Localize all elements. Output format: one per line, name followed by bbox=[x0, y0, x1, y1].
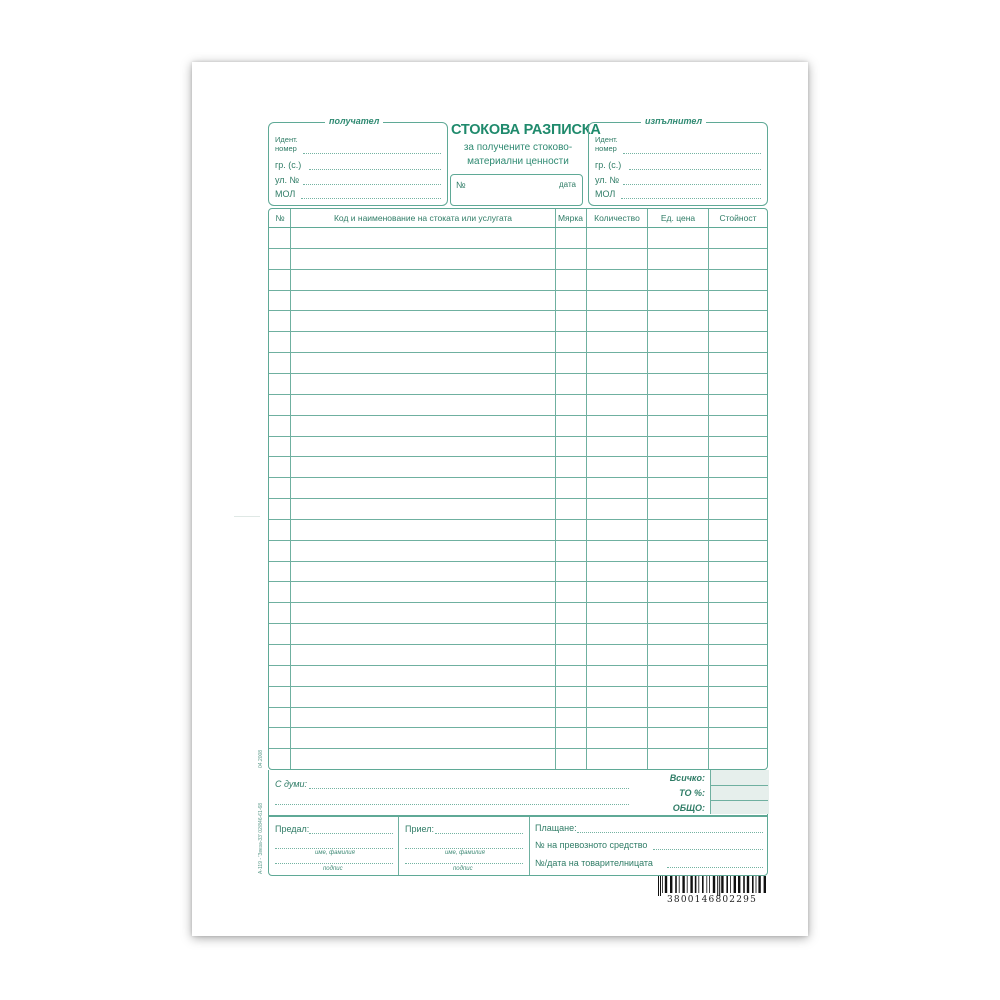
table-row-divider bbox=[269, 352, 767, 353]
table-row-divider bbox=[269, 665, 767, 666]
payment-label: Плащане: bbox=[535, 823, 577, 833]
col-header-number: № bbox=[275, 213, 285, 223]
document-subtitle-1: за получените стоково- bbox=[463, 142, 573, 153]
performer-id-label: Идент. bbox=[595, 135, 618, 144]
recipient-street-label: ул. № bbox=[275, 175, 300, 185]
date-label: дата bbox=[559, 180, 576, 189]
barcode-bar bbox=[695, 876, 697, 893]
col-header-quantity: Количество bbox=[594, 213, 640, 223]
barcode-bar bbox=[738, 876, 740, 893]
waybill-label: №/дата на товарителницата bbox=[535, 858, 653, 868]
performer-city-label: гр. (с.) bbox=[595, 160, 622, 170]
table-row-divider bbox=[269, 748, 767, 749]
recipient-mol-label: МОЛ bbox=[275, 189, 296, 199]
table-row-divider bbox=[269, 644, 767, 645]
recipient-box bbox=[268, 116, 448, 206]
table-row-divider bbox=[269, 540, 767, 541]
table-row-divider bbox=[269, 707, 767, 708]
performer-heading: изпълнител bbox=[641, 116, 706, 126]
totals-shaded-cells bbox=[710, 770, 769, 814]
table-row-divider bbox=[269, 269, 767, 270]
col-header-unit-price: Ед. цена bbox=[660, 213, 696, 223]
table-row-divider bbox=[269, 581, 767, 582]
table-row-divider bbox=[269, 477, 767, 478]
table-row-divider bbox=[269, 373, 767, 374]
barcode-bar bbox=[726, 876, 728, 893]
table-row-divider bbox=[269, 331, 767, 332]
barcode-bar bbox=[670, 876, 672, 893]
barcode-bar bbox=[690, 876, 692, 893]
barcode-bar bbox=[743, 876, 745, 893]
table-row-divider bbox=[269, 498, 767, 499]
received-sign-caption: подпис bbox=[453, 866, 473, 872]
table-row-divider bbox=[269, 310, 767, 311]
barcode-bar bbox=[682, 876, 684, 893]
barcode-bar bbox=[734, 876, 736, 893]
table-row-divider bbox=[269, 561, 767, 562]
barcode-bar bbox=[717, 876, 718, 896]
col-header-unit: Мярка bbox=[557, 213, 584, 223]
recipient-city-label: гр. (с.) bbox=[275, 160, 302, 170]
words-label: С думи: bbox=[275, 779, 308, 789]
barcode-bar bbox=[706, 876, 707, 893]
barcode-bars bbox=[656, 876, 768, 896]
recipient-id-label-2: номер bbox=[275, 144, 297, 153]
barcode-bar bbox=[709, 876, 710, 893]
barcode-bar bbox=[679, 876, 680, 893]
side-print-code: А-119 - 'Звеза-33' 02/846-61-68 bbox=[258, 802, 264, 874]
barcode-number: 3800146802295 bbox=[666, 895, 758, 905]
recipient-id-label: Идент. bbox=[275, 135, 298, 144]
table-row-divider bbox=[269, 436, 767, 437]
sheet-edge-mark bbox=[234, 516, 260, 517]
barcode-bar bbox=[660, 876, 661, 896]
table-row-divider bbox=[269, 686, 767, 687]
barcode-bar bbox=[662, 876, 663, 893]
vehicle-label: № на превозното средство bbox=[535, 840, 648, 850]
footer-block bbox=[268, 816, 768, 876]
number-date-box bbox=[450, 174, 583, 206]
performer-mol-label: МОЛ bbox=[595, 189, 616, 199]
number-label: № bbox=[456, 180, 466, 190]
table-row-divider bbox=[269, 394, 767, 395]
barcode-bar bbox=[747, 876, 749, 893]
handed-sign-caption: подпис bbox=[323, 866, 343, 872]
side-print-date: 04.2008 bbox=[258, 749, 264, 768]
barcode-bar bbox=[752, 876, 754, 893]
barcode-bar bbox=[730, 876, 731, 893]
table-row-divider bbox=[269, 290, 767, 291]
form-sheet bbox=[192, 62, 808, 936]
barcode-bar bbox=[713, 876, 715, 893]
table-row-divider bbox=[269, 456, 767, 457]
table-row-divider bbox=[269, 248, 767, 249]
barcode-bar bbox=[756, 876, 757, 893]
barcode-bar bbox=[687, 876, 688, 893]
vat-label: ТО %: bbox=[679, 788, 705, 798]
barcode-bar bbox=[702, 876, 704, 893]
barcode-bar bbox=[719, 876, 720, 896]
recipient-heading: получател bbox=[325, 116, 383, 126]
barcode-bar bbox=[721, 876, 723, 893]
table-row-divider bbox=[269, 602, 767, 603]
performer-box bbox=[588, 116, 768, 206]
received-name-caption: име, фамилия bbox=[445, 850, 485, 856]
barcode-bar bbox=[665, 876, 667, 893]
table-header-divider bbox=[269, 227, 767, 228]
document-title: СТОКОВА РАЗПИСКА bbox=[451, 122, 601, 138]
received-label: Приел: bbox=[405, 824, 434, 834]
table-row-divider bbox=[269, 727, 767, 728]
barcode-bar bbox=[698, 876, 699, 893]
totals-block bbox=[268, 770, 768, 816]
all-label: Всичко: bbox=[669, 773, 705, 783]
table-row-divider bbox=[269, 623, 767, 624]
table-row-divider bbox=[269, 519, 767, 520]
performer-id-label-2: номер bbox=[595, 144, 617, 153]
col-header-value: Стойност bbox=[719, 213, 757, 223]
barcode-bar bbox=[758, 876, 760, 893]
barcode-bar bbox=[764, 876, 766, 893]
handed-label: Предал: bbox=[275, 824, 310, 834]
performer-street-label: ул. № bbox=[595, 175, 620, 185]
items-table bbox=[268, 208, 768, 770]
barcode-bar bbox=[658, 876, 659, 896]
barcode-bar bbox=[675, 876, 677, 893]
total-label: ОБЩО: bbox=[672, 803, 705, 813]
col-header-description: Код и наименование на стоката или услугата bbox=[333, 213, 513, 223]
table-row-divider bbox=[269, 415, 767, 416]
document-subtitle-2: материални ценности bbox=[467, 156, 569, 167]
handed-name-caption: име, фамилия bbox=[315, 850, 355, 856]
barcode bbox=[656, 876, 768, 906]
